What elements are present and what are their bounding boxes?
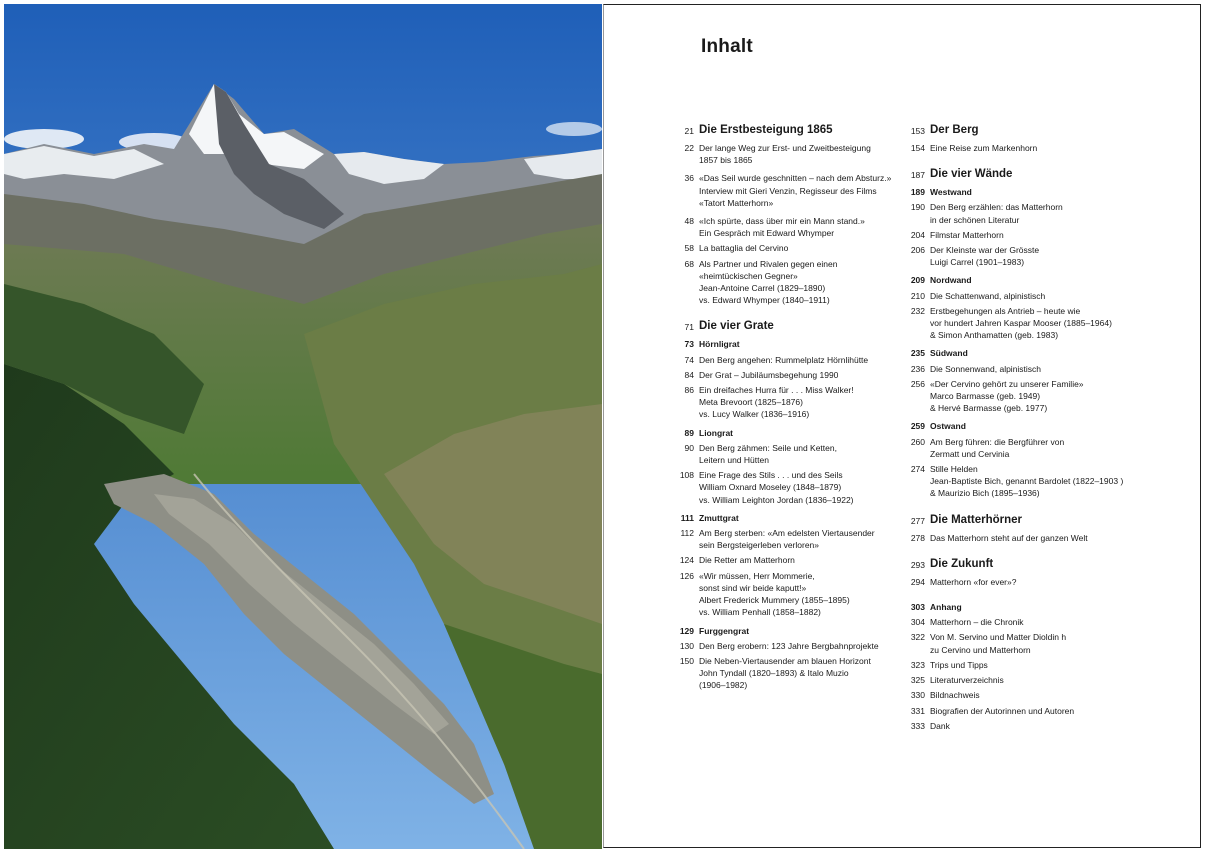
toc-title [699, 258, 899, 307]
toc-title-line: Albert Frederick Mummery (1855–1895) [699, 595, 850, 606]
toc-page-number: 21 [684, 126, 694, 136]
toc-page-number: 304 [910, 617, 925, 628]
toc-title [699, 469, 899, 506]
toc-page-number: 187 [910, 170, 925, 181]
toc-title-line: Jean-Baptiste Bich, genannt Bardolet (1822–1903 ) [930, 476, 1124, 487]
table-of-contents-page [603, 4, 1201, 848]
toc-page-number: 111 [680, 512, 694, 523]
toc-section [674, 338, 899, 350]
toc-title [699, 338, 899, 350]
toc-title [930, 705, 1145, 717]
toc-title [699, 319, 899, 335]
toc-title-line: «Der Cervino gehört zu unserer Familie» [930, 378, 1084, 389]
toc-title [930, 659, 1145, 671]
toc-title-line: & Maurizio Bich (1895–1936) [930, 488, 1040, 499]
toc-entry [905, 436, 1145, 460]
toc-entry [905, 674, 1145, 686]
toc-title-line: Am Berg führen: die Bergführer von [930, 436, 1065, 447]
toc-title-line: La battaglia del Cervino [699, 243, 789, 254]
toc-chapter [674, 123, 899, 139]
toc-title-line: zu Cervino und Matterhorn [930, 644, 1031, 655]
toc-title-line: Die Erstbesteigung 1865 [699, 124, 833, 136]
toc-page-number: 190 [910, 202, 925, 213]
toc-entry [674, 258, 899, 307]
toc-section [674, 512, 899, 524]
toc-title-line: Leitern und Hütten [699, 455, 769, 466]
toc-entry [905, 720, 1145, 732]
toc-page-number: 154 [910, 143, 925, 153]
toc-entry [674, 242, 899, 254]
toc-entry [674, 469, 899, 506]
toc-entry [905, 705, 1145, 717]
toc-entry [674, 527, 899, 551]
photo-illustration [4, 4, 602, 849]
toc-title-line: Die Schattenwand, alpinistisch [930, 290, 1046, 301]
toc-title-line: sonst sind wir beide kaputt!» [699, 582, 807, 593]
toc-entry [674, 442, 899, 466]
toc-page-number: 36 [684, 173, 694, 184]
toc-section [905, 186, 1145, 198]
toc-title-line: Als Partner und Rivalen gegen einen [699, 258, 838, 269]
toc-title-line: «heimtückischen Gegner» [699, 270, 798, 281]
toc-entry [674, 354, 899, 366]
toc-spacer [905, 544, 1145, 557]
toc-title-line: (1906–1982) [699, 680, 748, 691]
toc-title [699, 123, 899, 139]
toc-title-line: Die Zukunft [930, 557, 994, 570]
toc-title-line: Südwand [930, 348, 968, 359]
toc-page-number: 293 [910, 559, 925, 570]
toc-title [930, 274, 1145, 286]
toc-entry [905, 576, 1145, 588]
toc-page-number: 48 [684, 216, 694, 227]
toc-entry [905, 244, 1145, 268]
toc-entry [905, 363, 1145, 375]
toc-title-line: Marco Barmasse (geb. 1949) [930, 391, 1041, 402]
toc-title-line: Den Berg erzählen: das Matterhorn [930, 202, 1063, 213]
toc-title-line: Liongrat [699, 427, 733, 438]
toc-page-number: 58 [684, 243, 694, 254]
toc-title-line: Die vier Wände [930, 168, 1013, 181]
toc-column-left [674, 123, 899, 692]
toc-title [930, 674, 1145, 686]
toc-title [699, 172, 899, 209]
toc-title-line: «Das Seil wurde geschnitten – nach dem Absturz.» [699, 173, 892, 184]
toc-title-line: Von M. Servino und Matter Dioldin h [930, 632, 1067, 643]
toc-entry [905, 201, 1145, 225]
toc-page-number: 89 [684, 427, 694, 438]
toc-title-line: Am Berg sterben: «Am edelsten Viertausender [699, 528, 875, 539]
toc-title [930, 463, 1145, 500]
toc-title [930, 513, 1145, 529]
toc-title-line: Erstbegehungen als Antrieb – heute wie [930, 305, 1081, 316]
toc-title-line: in der schönen Literatur [930, 214, 1020, 225]
toc-title [930, 689, 1145, 701]
toc-spacer [905, 154, 1145, 167]
toc-title [930, 378, 1145, 415]
toc-page-number: 277 [910, 515, 925, 526]
toc-title [930, 576, 1145, 588]
toc-title [699, 354, 899, 366]
toc-title [699, 442, 899, 466]
toc-page-number: 331 [910, 705, 925, 716]
toc-page-number: 232 [910, 305, 925, 316]
toc-title [699, 527, 899, 551]
toc-page-number: 74 [684, 354, 694, 365]
toc-spacer [905, 588, 1145, 601]
toc-title-line: Den Berg erobern: 123 Jahre Bergbahnprojekte [699, 640, 879, 651]
toc-chapter [905, 513, 1145, 529]
toc-page-number: 73 [684, 339, 694, 350]
toc-title-line: Dank [930, 720, 950, 731]
toc-page-number: 126 [679, 570, 694, 581]
toc-title [699, 427, 899, 439]
toc-title-line: William Oxnard Moseley (1848–1879) [699, 482, 842, 493]
toc-title [699, 142, 899, 166]
toc-title-line: Eine Frage des Stils . . . und des Seils [699, 470, 843, 481]
toc-title [699, 625, 899, 637]
toc-title-line: vor hundert Jahren Kaspar Mooser (1885–1964) [930, 318, 1112, 329]
toc-title-line: Hörnligrat [699, 339, 740, 350]
toc-title [930, 186, 1145, 198]
toc-title-line: Zermatt und Cervinia [930, 448, 1010, 459]
toc-title [930, 420, 1145, 432]
toc-page-number: 236 [910, 363, 925, 374]
toc-title [699, 369, 899, 381]
toc-page-number: 333 [910, 720, 925, 731]
toc-page-number: 259 [910, 421, 925, 432]
toc-page-number: 206 [910, 245, 925, 256]
toc-entry [674, 655, 899, 692]
toc-page-number: 325 [910, 675, 925, 686]
toc-page-number: 256 [910, 378, 925, 389]
toc-title [930, 363, 1145, 375]
toc-title [699, 554, 899, 566]
toc-spacer [905, 500, 1145, 513]
toc-title-line: Das Matterhorn steht auf der ganzen Welt [930, 532, 1088, 543]
toc-title [699, 512, 899, 524]
toc-title-line: Der Grat – Jubiläumsbegehung 1990 [699, 369, 839, 380]
toc-title-line: John Tyndall (1820–1893) & Italo Muzio [699, 668, 849, 679]
toc-title [930, 720, 1145, 732]
toc-title-line: & Simon Anthamatten (geb. 1983) [930, 330, 1059, 341]
toc-title [930, 290, 1145, 302]
toc-title-line: «Tatort Matterhorn» [699, 197, 774, 208]
toc-title-line: Nordwand [930, 275, 972, 286]
toc-section [905, 601, 1145, 613]
toc-title [930, 601, 1145, 613]
toc-title [930, 305, 1145, 342]
toc-title [930, 347, 1145, 359]
toc-entry [905, 463, 1145, 500]
toc-page-number: 129 [679, 625, 694, 636]
toc-title-line: vs. William Leighton Jordan (1836–1922) [699, 494, 854, 505]
toc-page-number: 322 [910, 632, 925, 643]
toc-page-number: 153 [910, 126, 925, 136]
toc-page-number: 274 [910, 464, 925, 475]
toc-title-line: Der Berg [930, 124, 979, 136]
toc-entry [674, 369, 899, 381]
toc-page-number: 22 [684, 143, 694, 153]
toc-title-line: Bildnachweis [930, 690, 980, 701]
toc-page-number: 204 [910, 229, 925, 240]
toc-title [930, 123, 1145, 139]
toc-page-number: 323 [910, 659, 925, 670]
toc-title-line: vs. Edward Whymper (1840–1911) [699, 295, 830, 306]
toc-title-line: Der Kleinste war der Grösste [930, 245, 1040, 256]
toc-title [699, 640, 899, 652]
toc-title [930, 532, 1145, 544]
page-title: Inhalt [701, 36, 753, 57]
toc-title-line: Trips und Tipps [930, 659, 988, 670]
toc-title [699, 384, 899, 421]
toc-page-number: 68 [684, 258, 694, 269]
toc-page-number: 260 [910, 436, 925, 447]
toc-title-line: Interview mit Gieri Venzin, Regisseur des Films [699, 185, 877, 196]
toc-title-line: Zmuttgrat [699, 512, 739, 523]
toc-title-line: Den Berg angehen: Rummelplatz Hörnlihütte [699, 354, 869, 365]
toc-title-line: Die Sonnenwand, alpinistisch [930, 363, 1042, 374]
toc-section [674, 427, 899, 439]
toc-spacer [674, 306, 899, 319]
toc-entry [905, 378, 1145, 415]
toc-entry [905, 229, 1145, 241]
toc-title [930, 201, 1145, 225]
toc-title-line: & Hervé Barmasse (geb. 1977) [930, 403, 1048, 414]
toc-title-line: Eine Reise zum Markenhorn [930, 143, 1038, 153]
toc-entry [905, 689, 1145, 701]
toc-page-number: 112 [680, 528, 694, 539]
toc-page-number: 86 [684, 385, 694, 396]
toc-title [930, 557, 1145, 573]
toc-title-line: Filmstar Matterhorn [930, 229, 1004, 240]
toc-title [930, 616, 1145, 628]
toc-entry [905, 142, 1145, 154]
toc-title-line: Der lange Weg zur Erst- und Zweitbesteigung [699, 143, 871, 153]
toc-page-number: 108 [679, 470, 694, 481]
toc-title-line: Jean-Antoine Carrel (1829–1890) [699, 283, 826, 294]
toc-page-number: 209 [910, 275, 925, 286]
toc-title-line: vs. Lucy Walker (1836–1916) [699, 409, 810, 420]
toc-chapter [905, 167, 1145, 183]
toc-title [930, 244, 1145, 268]
toc-entry [905, 631, 1145, 655]
toc-title [930, 229, 1145, 241]
toc-title-line: 1857 bis 1865 [699, 155, 753, 166]
toc-title-line: Luigi Carrel (1901–1983) [930, 257, 1025, 268]
toc-entry [905, 290, 1145, 302]
toc-entry [674, 384, 899, 421]
toc-title-line: Die vier Grate [699, 320, 774, 333]
toc-section [674, 625, 899, 637]
toc-title-line: Ein Gespräch mit Edward Whymper [699, 228, 835, 239]
toc-entry [674, 215, 899, 239]
toc-entry [674, 172, 899, 209]
toc-title [930, 142, 1145, 154]
toc-page-number: 278 [910, 532, 925, 543]
toc-title [699, 242, 899, 254]
toc-title-line: sein Bergsteigerleben verloren» [699, 540, 820, 551]
toc-title-line: Matterhorn – die Chronik [930, 617, 1024, 628]
toc-title-line: Die Retter am Matterhorn [699, 555, 795, 566]
toc-page-number: 130 [679, 640, 694, 651]
toc-title-line: Anhang [930, 602, 962, 613]
toc-column-right [905, 123, 1145, 732]
matterhorn-aerial-photo [4, 4, 602, 849]
toc-title [699, 655, 899, 692]
toc-title [930, 631, 1145, 655]
toc-title-line: Literaturverzeichnis [930, 675, 1004, 686]
toc-title [699, 215, 899, 239]
toc-entry [674, 640, 899, 652]
toc-page-number: 294 [910, 576, 925, 587]
toc-page-number: 330 [910, 690, 925, 701]
toc-entry [674, 570, 899, 619]
toc-title-line: Die Neben-Viertausender am blauen Horizont [699, 655, 871, 666]
toc-title-line: Furggengrat [699, 625, 750, 636]
toc-page-number: 84 [684, 369, 694, 380]
toc-chapter [905, 123, 1145, 139]
toc-title-line: Matterhorn «for ever»? [930, 576, 1017, 587]
toc-entry [905, 616, 1145, 628]
toc-title-line: «Ich spürte, dass über mir ein Mann stand.» [699, 216, 865, 227]
toc-entry [674, 142, 899, 166]
toc-title [699, 570, 899, 619]
toc-entry [905, 659, 1145, 671]
toc-title-line: Die Matterhörner [930, 513, 1023, 526]
toc-title-line: Ein dreifaches Hurra für . . . Miss Walker! [699, 385, 854, 396]
toc-page-number: 303 [910, 602, 925, 613]
toc-chapter [674, 319, 899, 335]
toc-page-number: 71 [684, 322, 694, 333]
toc-title-line: «Wir müssen, Herr Mommerie, [699, 570, 815, 581]
toc-title-line: Biografien der Autorinnen und Autoren [930, 705, 1075, 716]
toc-chapter [905, 557, 1145, 573]
toc-title-line: vs. William Penhall (1858–1882) [699, 607, 821, 618]
toc-entry [674, 554, 899, 566]
toc-title-line: Den Berg zähmen: Seile und Ketten, [699, 442, 837, 453]
toc-page-number: 150 [679, 655, 694, 666]
toc-page-number: 189 [910, 187, 925, 198]
toc-page-number: 235 [910, 348, 925, 359]
toc-section [905, 347, 1145, 359]
toc-section [905, 420, 1145, 432]
toc-title-line: Westwand [930, 187, 972, 198]
toc-entry [905, 532, 1145, 544]
toc-page-number: 210 [910, 290, 925, 301]
toc-page-number: 90 [684, 442, 694, 453]
toc-entry [905, 305, 1145, 342]
toc-title-line: Ostwand [930, 421, 966, 432]
toc-title [930, 436, 1145, 460]
toc-title-line: Stille Helden [930, 464, 978, 475]
toc-section [905, 274, 1145, 286]
toc-title [930, 167, 1145, 183]
toc-title-line: Meta Brevoort (1825–1876) [699, 397, 803, 408]
toc-page-number: 124 [679, 555, 694, 566]
